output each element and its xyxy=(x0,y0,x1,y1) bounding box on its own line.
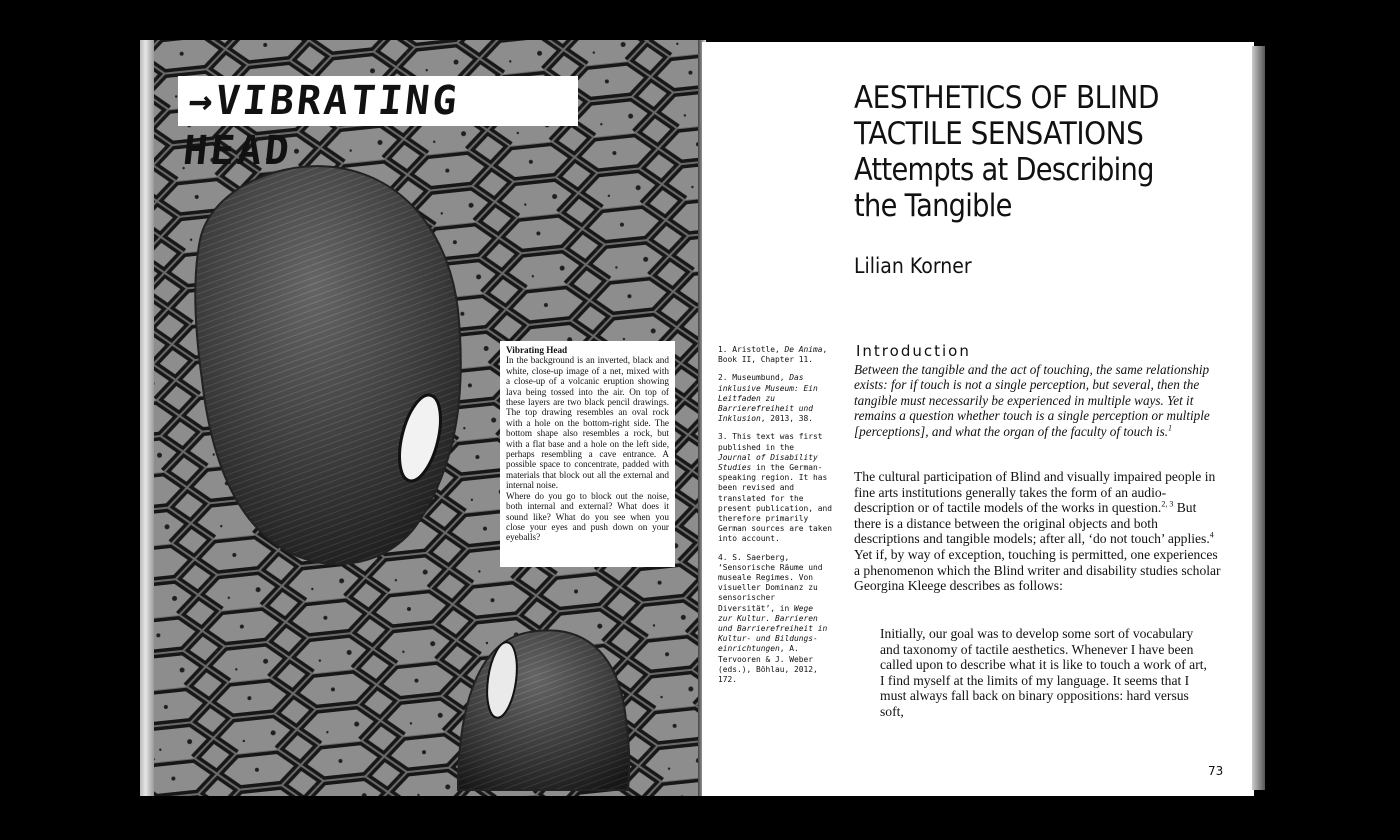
left-page xyxy=(140,40,700,796)
epigraph: Between the tangible and the act of touching, the same relationship exists: for if touch is not a single perception, but several, then the tangible must necessarily be experienced in multiple ways. Yet it remains a question whether touch is a single perception or multiple [perceptions], and what the organ of the faculty of touch is.$^1$ xyxy=(854,362,1210,439)
author-name: Lilian Korner xyxy=(854,254,972,278)
title-line-2: TACTILE SENSATIONS xyxy=(854,116,1144,152)
section-heading: Introduction xyxy=(856,342,971,360)
right-page xyxy=(702,42,1254,796)
subtitle-line-1: Attempts at Describing xyxy=(854,152,1154,188)
footnote: 4. S. Saerberg, ‘Sensorische Räume und museale Regimes. Von visueller Dominanz zu sensorischer Diversität’, in Wege zur Kultur. Barrieren und Barrierefreiheit in Kultur- und Bildungs-einrichtungen, A. Tervooren & J. Weber (eds.), Böhlau, 2012, 172. xyxy=(718,552,828,685)
page-edge xyxy=(140,40,154,796)
footnote-ref: 4 xyxy=(1209,530,1214,540)
caption-box xyxy=(500,341,675,567)
footnote-ref: 2, 3 xyxy=(1161,499,1174,509)
artwork-title: →VIBRATING HEAD xyxy=(180,78,462,174)
subtitle-line-2: the Tangible xyxy=(854,188,1012,224)
footnote-ref: 1 xyxy=(1168,423,1173,433)
title-line-1: AESTHETICS OF BLIND xyxy=(854,80,1160,116)
artwork-title-tag xyxy=(178,76,578,174)
caption-title: Vibrating Head xyxy=(506,345,568,355)
block-quote: Initially, our goal was to develop some sort of vocabulary and taxonomy of tactile aesthetics. Whenever I have been called upon to describe what it is like to touch a work of art, I find myself at the limits of my language. It seems that I must always fall back on binary oppositions: hard versus soft, xyxy=(880,626,1207,719)
open-book xyxy=(140,40,1265,796)
page-stack-edge xyxy=(1252,46,1265,790)
footnote: 1. Aristotle, De Anima, Book II, Chapter 11. xyxy=(718,345,828,365)
footnotes xyxy=(718,345,832,693)
caption-text: In the background is an inverted, black and white, close-up image of a net, mixed with a close-up of a volcanic eruption showing lava being tossed into the air. On top of these layers are two black pencil drawings. The top drawing resembles an oval rock with a hole on the bottom-right side. The bottom shape also resembles a rock, but with a flat base and a hole on the left side, perhaps resembling a cave entrance. A possible space to concentrate, padded with materials that block out all the external and internal noise. xyxy=(506,355,669,491)
footnote: 3. This text was first published in the Journal of Disability Studies in the German-speaking region. It has been revised and translated for the present publication, and therefore primarily German sources are taken into account. xyxy=(718,432,833,544)
caption-questions: Where do you go to block out the noise, both internal and external? What does it sound like? What do you see when you close your eyes and push down on your eyeballs? xyxy=(506,490,669,543)
page-number: 73 xyxy=(1208,764,1224,778)
body-paragraph: The cultural participation of Blind and visually impaired people in fine arts institutions generally takes the form of an audio-description or of tactile models of the works in question.$^{2, 3}$ But there is a distance between the original objects and both descriptions and tangible models; after all, ‘do not touch’ applies.$^4$ Yet if, by way of exception, touching is permitted, one experiences a phenomenon which the Blind writer and disability studies scholar Georgina Kleege describes as follows: xyxy=(854,469,1221,594)
footnote: 2. Museumbund, Das inklusive Museum: Ein Leitfaden zu Barrierefreiheit und Inklusion, 2013, 38. xyxy=(718,373,818,424)
article-heading xyxy=(854,80,1234,224)
